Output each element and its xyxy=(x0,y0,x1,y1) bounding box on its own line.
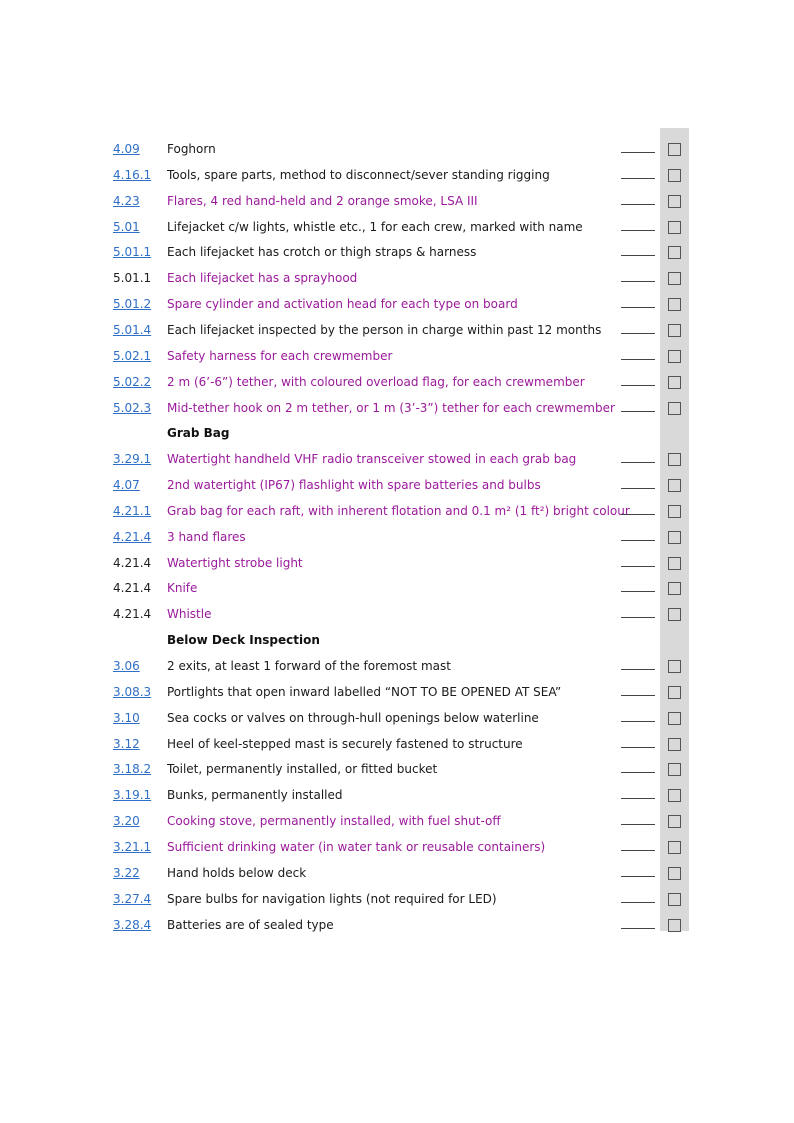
checklist-row xyxy=(0,373,794,399)
item-description: Cooking stove, permanently installed, with fuel shut-off xyxy=(167,814,501,829)
checkbox[interactable] xyxy=(668,143,681,156)
initials-blank-line[interactable] xyxy=(621,876,655,877)
checklist-row xyxy=(0,786,794,812)
checklist-row xyxy=(0,166,794,192)
rule-reference-link[interactable]: 3.27.4 xyxy=(113,891,152,906)
item-description: Sufficient drinking water (in water tank or reusable containers) xyxy=(167,839,546,854)
initials-blank-line[interactable] xyxy=(621,385,655,386)
checkbox[interactable] xyxy=(668,608,681,621)
initials-blank-line[interactable] xyxy=(621,488,655,489)
item-description: Each lifejacket has a sprayhood xyxy=(167,271,358,286)
checkbox[interactable] xyxy=(668,763,681,776)
item-description: Portlights that open inward labelled “NOT TO BE OPENED AT SEA” xyxy=(167,684,562,699)
checkbox[interactable] xyxy=(668,350,681,363)
checkbox[interactable] xyxy=(668,660,681,673)
section-heading: Grab Bag xyxy=(167,426,230,441)
rule-reference-link[interactable]: 3.28.4 xyxy=(113,917,152,932)
checkbox[interactable] xyxy=(668,712,681,725)
checkbox[interactable] xyxy=(668,169,681,182)
item-description: Each lifejacket inspected by the person in charge within past 12 months xyxy=(167,322,602,337)
item-description: Tools, spare parts, method to disconnect/sever standing rigging xyxy=(167,167,550,182)
checkbox[interactable] xyxy=(668,195,681,208)
initials-blank-line[interactable] xyxy=(621,669,655,670)
checkbox[interactable] xyxy=(668,557,681,570)
checklist-row xyxy=(0,269,794,295)
checklist-row xyxy=(0,502,794,528)
checklist-row xyxy=(0,140,794,166)
initials-blank-line[interactable] xyxy=(621,721,655,722)
section-heading: Below Deck Inspection xyxy=(167,633,320,648)
initials-blank-line[interactable] xyxy=(621,591,655,592)
item-description: Whistle xyxy=(167,607,212,622)
checklist-row xyxy=(0,709,794,735)
initials-blank-line[interactable] xyxy=(621,333,655,334)
section-heading-row xyxy=(0,424,794,450)
checkbox[interactable] xyxy=(668,324,681,337)
initials-blank-line[interactable] xyxy=(621,462,655,463)
checkbox[interactable] xyxy=(668,505,681,518)
item-description: Watertight strobe light xyxy=(167,555,303,570)
rule-reference-link[interactable]: 4.07 xyxy=(113,478,140,493)
rule-reference-link[interactable]: 4.21.4 xyxy=(113,529,152,544)
initials-blank-line[interactable] xyxy=(621,411,655,412)
item-description: Each lifejacket has crotch or thigh straps & harness xyxy=(167,245,477,260)
checkbox[interactable] xyxy=(668,919,681,932)
rule-reference: 4.21.4 xyxy=(113,607,152,622)
item-description: Toilet, permanently installed, or fitted bucket xyxy=(167,762,438,777)
rule-reference: 4.21.4 xyxy=(113,555,152,570)
checklist-row xyxy=(0,347,794,373)
item-description: Safety harness for each crewmember xyxy=(167,348,393,363)
initials-blank-line[interactable] xyxy=(621,281,655,282)
initials-blank-line[interactable] xyxy=(621,824,655,825)
item-description: Watertight handheld VHF radio transceiver stowed in each grab bag xyxy=(167,452,577,467)
initials-blank-line[interactable] xyxy=(621,230,655,231)
rule-reference-link[interactable]: 5.01.4 xyxy=(113,322,152,337)
initials-blank-line[interactable] xyxy=(621,566,655,567)
initials-blank-line[interactable] xyxy=(621,514,655,515)
rule-reference-link[interactable]: 5.02.1 xyxy=(113,348,152,363)
checklist-row xyxy=(0,528,794,554)
checkbox[interactable] xyxy=(668,221,681,234)
checklist-row xyxy=(0,295,794,321)
checklist-row xyxy=(0,399,794,425)
item-description: Mid-tether hook on 2 m tether, or 1 m (3’-3”) tether for each crewmember xyxy=(167,400,615,415)
checklist-row xyxy=(0,243,794,269)
checklist-row xyxy=(0,554,794,580)
rule-reference-link[interactable]: 3.21.1 xyxy=(113,839,152,854)
initials-blank-line[interactable] xyxy=(621,307,655,308)
rule-reference-link[interactable]: 3.29.1 xyxy=(113,452,152,467)
rule-reference: 5.01.1 xyxy=(113,271,152,286)
checkbox[interactable] xyxy=(668,582,681,595)
initials-blank-line[interactable] xyxy=(621,902,655,903)
rule-reference-link[interactable]: 4.23 xyxy=(113,193,140,208)
item-description: Sea cocks or valves on through-hull openings below waterline xyxy=(167,710,539,725)
initials-blank-line[interactable] xyxy=(621,772,655,773)
item-description: 2 m (6’-6”) tether, with coloured overload flag, for each crewmember xyxy=(167,374,585,389)
initials-blank-line[interactable] xyxy=(621,798,655,799)
checkbox[interactable] xyxy=(668,815,681,828)
checkbox[interactable] xyxy=(668,841,681,854)
initials-blank-line[interactable] xyxy=(621,359,655,360)
initials-blank-line[interactable] xyxy=(621,204,655,205)
checkbox[interactable] xyxy=(668,893,681,906)
item-description: 3 hand flares xyxy=(167,529,246,544)
item-description: Heel of keel-stepped mast is securely fastened to structure xyxy=(167,736,523,751)
checklist-row xyxy=(0,683,794,709)
rule-reference-link[interactable]: 5.01.2 xyxy=(113,297,152,312)
checklist-row xyxy=(0,476,794,502)
checkbox[interactable] xyxy=(668,298,681,311)
initials-blank-line[interactable] xyxy=(621,540,655,541)
rule-reference-link[interactable]: 3.12 xyxy=(113,736,140,751)
rule-reference-link[interactable]: 3.22 xyxy=(113,865,140,880)
item-description: Knife xyxy=(167,581,198,596)
initials-blank-line[interactable] xyxy=(621,152,655,153)
initials-blank-line[interactable] xyxy=(621,747,655,748)
checkbox[interactable] xyxy=(668,272,681,285)
rule-reference: 4.21.4 xyxy=(113,581,152,596)
checklist-row xyxy=(0,579,794,605)
checklist-row xyxy=(0,812,794,838)
section-heading-row xyxy=(0,631,794,657)
checklist-row xyxy=(0,321,794,347)
checkbox[interactable] xyxy=(668,531,681,544)
rule-reference-link[interactable]: 4.09 xyxy=(113,142,140,156)
rule-reference-link[interactable]: 3.10 xyxy=(113,710,140,725)
checkbox[interactable] xyxy=(668,453,681,466)
rule-reference-link[interactable]: 5.01.1 xyxy=(113,245,152,260)
rule-reference-link[interactable]: 3.18.2 xyxy=(113,762,152,777)
rule-reference-link[interactable]: 3.20 xyxy=(113,814,140,829)
item-description: Flares, 4 red hand-held and 2 orange smoke, LSA III xyxy=(167,193,478,208)
item-description: Bunks, permanently installed xyxy=(167,788,343,803)
checklist-row xyxy=(0,657,794,683)
checklist-row xyxy=(0,735,794,761)
checkbox[interactable] xyxy=(668,789,681,802)
rule-reference-link[interactable]: 5.02.2 xyxy=(113,374,152,389)
rule-reference-link[interactable]: 4.21.1 xyxy=(113,503,152,518)
checklist-row xyxy=(0,450,794,476)
checklist-row xyxy=(0,192,794,218)
rule-reference-link[interactable]: 4.16.1 xyxy=(113,167,152,182)
item-description: Grab bag for each raft, with inherent flotation and 0.1 m² (1 ft²) bright colour xyxy=(167,503,630,518)
rule-reference-link[interactable]: 3.19.1 xyxy=(113,788,152,803)
item-description: 2 exits, at least 1 forward of the foremost mast xyxy=(167,659,451,673)
checkbox[interactable] xyxy=(668,867,681,880)
checklist-row xyxy=(0,916,794,942)
checkbox[interactable] xyxy=(668,479,681,492)
checkbox[interactable] xyxy=(668,376,681,389)
checklist-row xyxy=(0,760,794,786)
checklist-row xyxy=(0,838,794,864)
item-description: Hand holds below deck xyxy=(167,865,307,880)
item-description: Spare cylinder and activation head for each type on board xyxy=(167,297,518,312)
item-description: Spare bulbs for navigation lights (not required for LED) xyxy=(167,891,497,906)
rule-reference-link[interactable]: 3.08.3 xyxy=(113,684,152,699)
checklist-row xyxy=(0,890,794,916)
rule-reference-link[interactable]: 5.01 xyxy=(113,219,140,234)
initials-blank-line[interactable] xyxy=(621,928,655,929)
checkbox[interactable] xyxy=(668,686,681,699)
checkbox[interactable] xyxy=(668,738,681,751)
initials-blank-line[interactable] xyxy=(621,178,655,179)
checklist-row xyxy=(0,864,794,890)
checkbox[interactable] xyxy=(668,402,681,415)
initials-blank-line[interactable] xyxy=(621,850,655,851)
checklist-row xyxy=(0,218,794,244)
item-description: 2nd watertight (IP67) flashlight with spare batteries and bulbs xyxy=(167,478,541,493)
rule-reference-link[interactable]: 5.02.3 xyxy=(113,400,152,415)
item-description: Batteries are of sealed type xyxy=(167,917,334,932)
item-description: Foghorn xyxy=(167,142,216,156)
checklist-row xyxy=(0,605,794,631)
rule-reference-link[interactable]: 3.06 xyxy=(113,659,140,673)
item-description: Lifejacket c/w lights, whistle etc., 1 for each crew, marked with name xyxy=(167,219,583,234)
initials-blank-line[interactable] xyxy=(621,255,655,256)
initials-blank-line[interactable] xyxy=(621,617,655,618)
initials-blank-line[interactable] xyxy=(621,695,655,696)
checkbox[interactable] xyxy=(668,246,681,259)
